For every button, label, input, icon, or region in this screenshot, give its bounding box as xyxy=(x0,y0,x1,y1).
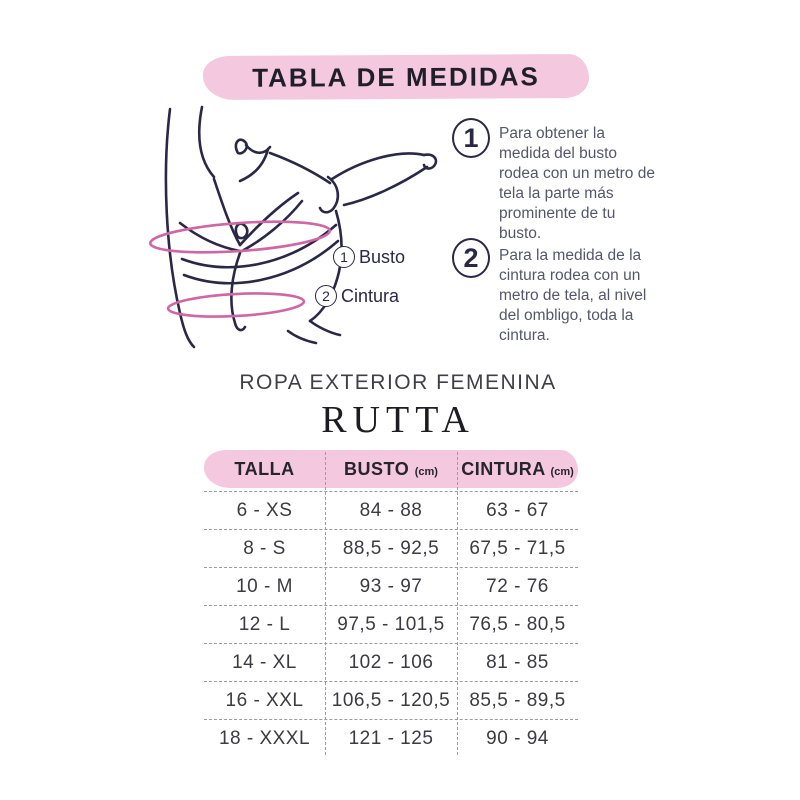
table-row xyxy=(204,567,578,605)
cintura-label-text: Cintura xyxy=(341,285,400,306)
figure-knot-loop xyxy=(236,224,247,238)
table-row xyxy=(204,529,578,567)
busto-label xyxy=(333,246,405,268)
instruction-1-text: Para obtener la medida del busto rodea con un metro de tela la parte más prominente de tu busto. xyxy=(499,125,655,242)
measurement-figure-illustration xyxy=(138,103,468,353)
figure-waist-detail xyxy=(288,331,316,343)
cell-cintura: 67,5 - 71,5 xyxy=(469,537,566,559)
cell-talla: 10 - M xyxy=(236,575,293,597)
instruction-2-number: 2 xyxy=(452,238,490,278)
figure-neck xyxy=(240,149,268,181)
cell-busto: 106,5 - 120,5 xyxy=(331,689,451,711)
cintura-number-circle: 2 xyxy=(315,285,337,307)
page-title: TABLA DE MEDIDAS xyxy=(252,60,540,93)
table-row xyxy=(204,681,578,719)
header-cintura: CINTURA (cm) xyxy=(461,458,574,479)
table-row xyxy=(204,719,578,757)
cell-busto: 88,5 - 92,5 xyxy=(342,537,440,559)
figure-shoulder xyxy=(270,153,330,183)
busto-label-text: Busto xyxy=(359,246,406,267)
busto-number-circle: 1 xyxy=(333,246,355,268)
cell-busto: 93 - 97 xyxy=(359,575,423,597)
table-row xyxy=(204,605,578,643)
column-divider-1 xyxy=(325,452,326,755)
instruction-2-text: Para la medida de la cintura rodea con un metro de tela, al nivel del ombligo, toda la cintura. xyxy=(499,247,647,344)
cintura-label xyxy=(315,285,399,307)
figure-forearm xyxy=(344,167,427,205)
cell-cintura: 81 - 85 xyxy=(486,651,549,673)
cell-talla: 12 - L xyxy=(238,613,291,635)
figure-neck-curl xyxy=(236,140,247,154)
cell-cintura: 90 - 94 xyxy=(486,727,549,749)
cell-busto: 84 - 88 xyxy=(359,499,423,521)
figure-upper-arm xyxy=(332,153,424,179)
figure-band-lower xyxy=(184,241,338,283)
cell-cintura: 63 - 67 xyxy=(486,499,549,521)
column-divider-2 xyxy=(457,452,458,755)
cell-talla: 8 - S xyxy=(243,537,286,559)
cell-busto: 102 - 106 xyxy=(348,651,434,673)
title-blob xyxy=(203,54,589,100)
cell-cintura: 76,5 - 80,5 xyxy=(469,613,566,635)
table-row xyxy=(204,643,578,681)
cintura-unit: (cm) xyxy=(550,465,574,478)
figure-left-inner-arm xyxy=(199,107,214,177)
busto-unit: (cm) xyxy=(414,465,438,478)
figure-hip xyxy=(310,321,340,335)
cell-talla: 18 - XXXL xyxy=(218,727,311,749)
figure-right-cup-edge xyxy=(240,193,298,245)
cell-cintura: 85,5 - 89,5 xyxy=(469,689,566,711)
cell-busto: 97,5 - 101,5 xyxy=(337,613,445,635)
table-rows xyxy=(204,491,578,757)
cell-talla: 14 - XL xyxy=(232,651,297,673)
header-talla: TALLA xyxy=(234,458,295,479)
brand-logo: RUTTA xyxy=(321,399,475,441)
cell-busto: 121 - 125 xyxy=(348,727,434,749)
category-subtitle: ROPA EXTERIOR FEMENINA xyxy=(239,371,557,394)
cell-cintura: 72 - 76 xyxy=(486,575,549,597)
header-busto: BUSTO (cm) xyxy=(344,458,438,479)
cell-talla: 16 - XXL xyxy=(225,689,304,711)
table-header-blob xyxy=(204,450,578,488)
waist-measure-ellipse xyxy=(168,290,305,319)
table-row xyxy=(204,491,578,529)
figure-tie-end xyxy=(231,253,245,330)
size-table xyxy=(204,450,578,762)
cell-talla: 6 - XS xyxy=(236,499,293,521)
instruction-1-number: 1 xyxy=(452,118,490,158)
